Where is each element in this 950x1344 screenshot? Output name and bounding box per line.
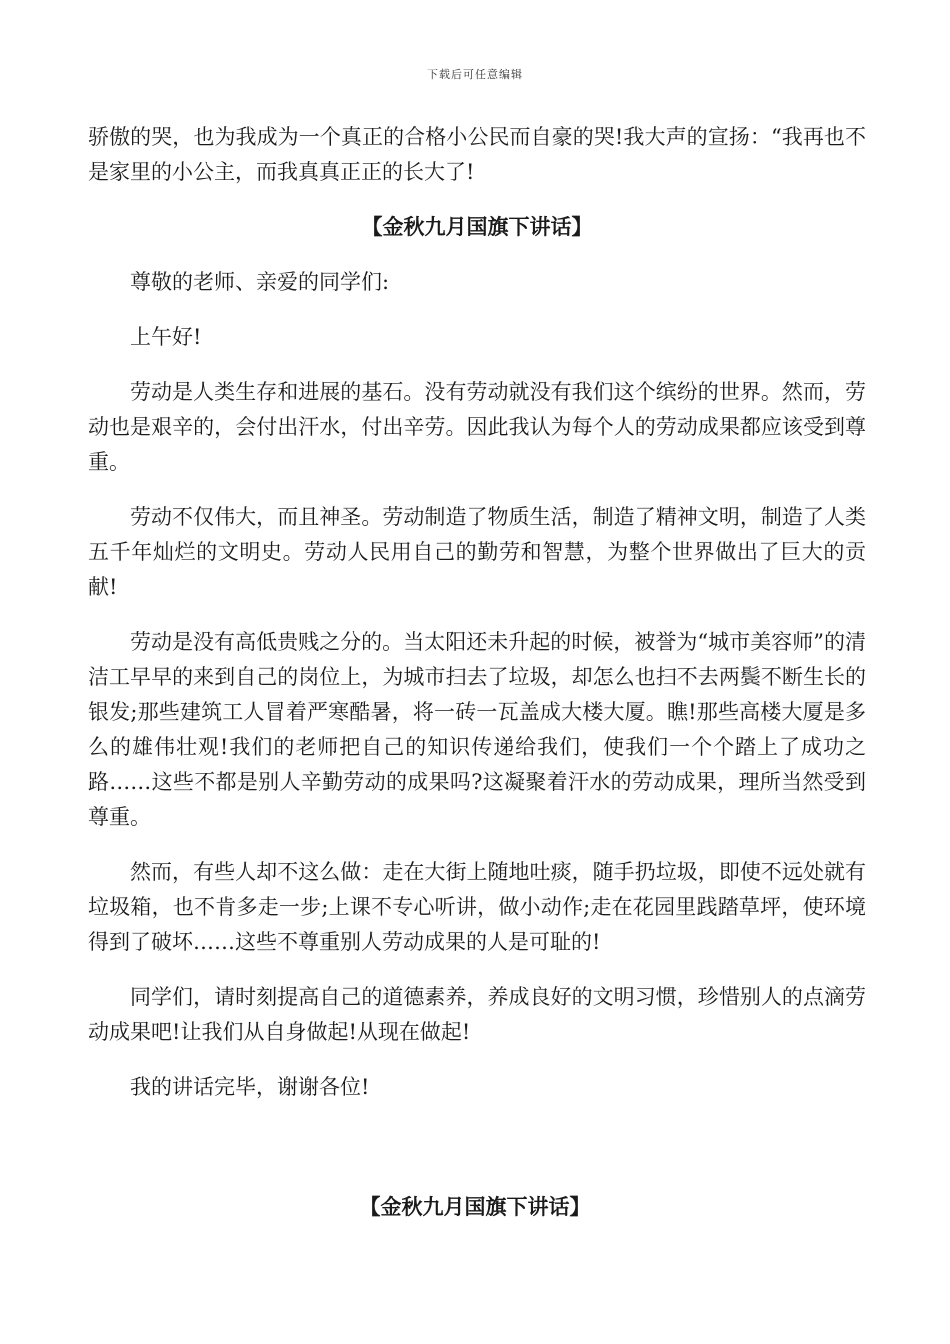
salutation: 尊敬的老师、亲爱的同学们: xyxy=(130,270,390,294)
header-note: 下载后可任意编辑 xyxy=(427,68,523,81)
closing-line: 我的讲话完毕，谢谢各位! xyxy=(130,1075,370,1099)
next-section-title: 【金秋九月国旗下讲话】 xyxy=(359,1195,591,1219)
body-paragraph: 劳动是人类生存和进展的基石。没有劳动就没有我们这个缤纷的世界。然而，劳动也是艰辛的，会付出汗水，付出辛劳。因此我认为每个人的劳动成果都应该受到尊重。 xyxy=(88,380,866,474)
intro-paragraph: 骄傲的哭，也为我成为一个真正的合格小公民而自豪的哭!我大声的宣扬：“我再也不是家里的小公主，而我真真正正的长大了! xyxy=(88,125,866,184)
body-paragraph: 劳动不仅伟大，而且神圣。劳动制造了物质生活，制造了精神文明，制造了人类五千年灿烂的文明史。劳动人民用自己的勤劳和智慧，为整个世界做出了巨大的贡献! xyxy=(88,505,866,599)
body-paragraph: 然而，有些人却不这么做：走在大街上随地吐痰，随手扔垃圾，即使不远处就有垃圾箱，也不肯多走一步;上课不专心听讲，做小动作;走在花园里践踏草坪，使环境得到了破坏……这些不尊重别人劳动成果的人是可耻的! xyxy=(88,860,866,954)
body-paragraph: 劳动是没有高低贵贱之分的。当太阳还未升起的时候，被誉为“城市美容师”的清洁工早早的来到自己的岗位上，为城市扫去了垃圾，却怎么也扫不去两鬓不断生长的银发;那些建筑工人冒着严寒酷暑，将一砖一瓦盖成大楼大厦。瞧!那些高楼大厦是多么的雄伟壮观!我们的老师把自己的知识传递给我们，使我们一个个踏上了成功之路……这些不都是别人辛勤劳动的成果吗?这凝聚着汗水的劳动成果，理所当然受到尊重。 xyxy=(88,630,866,829)
body-paragraph: 同学们，请时刻提高自己的道德素养，养成良好的文明习惯，珍惜别人的点滴劳动成果吧!让我们从自身做起!从现在做起! xyxy=(88,985,866,1044)
document-body xyxy=(88,120,866,1125)
greeting: 上午好! xyxy=(130,325,202,349)
section-title: 【金秋九月国旗下讲话】 xyxy=(361,215,593,239)
